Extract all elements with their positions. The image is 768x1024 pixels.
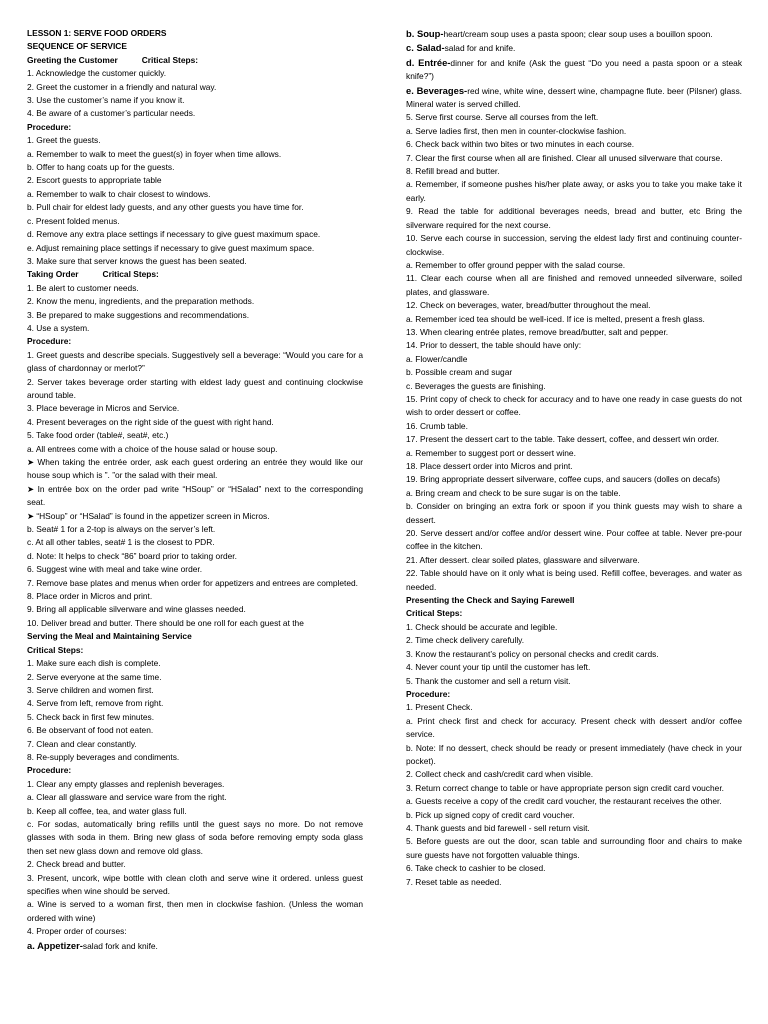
list-item: a. Remember to offer ground pepper with the salad course.	[406, 259, 626, 270]
course-text: dinner for and knife (Ask the guest “Do you need a pasta spoon or a steak knife?”)	[406, 57, 743, 82]
course-text: heart/cream soup uses a pasta spoon; clear soup uses a bouillon spoon.	[443, 29, 713, 39]
list-item: 10. Serve each course in succession, serving the eldest lady first and continuing counter-clockwise.	[406, 233, 742, 257]
list-item: 14. Prior to dessert, the table should have only:	[406, 340, 582, 351]
list-item: 18. Place dessert order into Micros and print.	[406, 461, 573, 471]
course-letter: c.	[406, 42, 417, 54]
list-item: b. Pull chair for eldest lady guests, and any other guests you have time for.	[27, 202, 304, 213]
list-item: d. Remove any extra place settings if necessary to give guest maximum space.	[27, 229, 321, 240]
list-item: b. Seat# 1 for a 2-top is always on the server’s left.	[27, 524, 216, 535]
list-item: 17. Present the dessert cart to the table. Take dessert, coffee, and dessert win order.	[406, 434, 720, 445]
list-item: b. Note: If no dessert, check should be ready or present immediately (have check in your pocket).	[406, 742, 742, 766]
list-item: 4. Proper order of courses:	[27, 926, 127, 937]
list-item: 2. Collect check and cash/credit card when visible.	[406, 769, 594, 780]
list-item: 12. Check on beverages, water, bread/butter throughout the meal.	[406, 300, 651, 311]
course-item	[27, 939, 363, 953]
list-item: 1. Make sure each dish is complete.	[27, 658, 161, 669]
list-item: 7. Reset table as needed.	[406, 876, 502, 887]
course-item	[406, 56, 742, 84]
list-item: 7. Clean and clear constantly.	[27, 738, 137, 749]
list-item: b. Pick up signed copy of credit card voucher.	[406, 809, 575, 820]
section-heading: Procedure:	[27, 765, 72, 776]
section-heading: Critical Steps:	[27, 644, 84, 655]
list-item: 20. Serve dessert and/or coffee and/or dessert wine. Pour coffee at table. Never pre-pour coffee in the kitchen.	[406, 528, 742, 552]
list-item: ➤ In entrée box on the order pad write “HSoup” or “HSalad” next to the corresponding seat.	[27, 483, 363, 508]
course-letter: d.	[406, 56, 419, 68]
right-column	[406, 27, 742, 889]
list-item: b. Consider on bringing an extra fork or spoon if you think guests may wish to share a dessert.	[406, 501, 742, 525]
list-item: a. Clear all glassware and service ware from the right.	[27, 792, 227, 803]
list-item: a. Serve ladies first, then men in counter-clockwise fashion.	[406, 125, 627, 136]
list-item: 1. Clear any empty glasses and replenish beverages.	[27, 778, 225, 789]
section-heading: Critical Steps:	[406, 608, 463, 619]
list-item: 2. Serve everyone at the same time.	[27, 671, 162, 682]
list-item: 6. Be observant of food not eaten.	[27, 725, 154, 736]
section-heading	[27, 54, 363, 67]
list-item: a. Flower/candle	[406, 353, 468, 364]
list-item: 8. Re-supply beverages and condiments.	[27, 751, 180, 762]
list-item: c. Present folded menus.	[27, 215, 120, 226]
list-item: a. Remember to walk to meet the guest(s) in foyer when time allows.	[27, 148, 282, 159]
list-item: a. Guests receive a copy of the credit card voucher, the restaurant receives the other.	[406, 796, 722, 807]
section-heading: Procedure:	[27, 336, 72, 347]
list-item: a. All entrees come with a choice of the house salad or house soup.	[27, 443, 278, 454]
list-item: 6. Take check to cashier to be closed.	[406, 863, 546, 874]
list-item: ➤ When taking the entrée order, ask each guest ordering an entrée they would like our house soup which is ”. ”or the salad with their meal.	[27, 457, 363, 481]
list-item: 3. Be prepared to make suggestions and recommendations.	[27, 309, 250, 320]
list-item: 3. Present, uncork, wipe bottle with clean cloth and serve wine it ordered. unless guest specifies when wine should be served.	[27, 872, 363, 896]
list-item: 19. Bring appropriate dessert silverware, coffee cups, and saucers (dolles on decafs)	[406, 474, 721, 485]
course-name: Appetizer-	[37, 939, 83, 951]
list-item: a. Wine is served to a woman first, then men in clockwise fashion. (Unless the woman ordered with wine)	[27, 899, 363, 923]
list-item: 4. Serve from left, remove from right.	[27, 698, 164, 709]
course-name: Soup-	[416, 28, 444, 39]
list-item: 15. Print copy of check to check for accuracy and to have one ready in case guests do not wish to order dessert or coffee.	[406, 393, 742, 418]
list-item: 1. Acknowledge the customer quickly.	[27, 68, 167, 79]
list-item: 22. Table should have on it only what is being used. Refill coffee, beverages. and water as needed.	[406, 568, 742, 592]
list-item: 8. Refill bread and butter.	[406, 166, 500, 177]
list-item: 2. Greet the customer in a friendly and natural way.	[27, 81, 217, 92]
course-name: Salad-	[416, 42, 445, 54]
list-item: ➤ “HSoup” or “HSalad” is found in the appetizer screen in Micros.	[27, 510, 270, 521]
list-item: 5. Thank the customer and sell a return visit.	[406, 675, 571, 686]
list-item: 1. Check should be accurate and legible.	[406, 621, 558, 632]
list-item: a. Print check first and check for accuracy. Present check with dessert and/or coffee service.	[406, 715, 742, 740]
list-item: 9. Bring all applicable silverware and wine glasses needed.	[27, 604, 246, 615]
list-item: 21. After dessert. clear soiled plates, glassware and silverware.	[406, 554, 640, 565]
list-item: 4. Use a system.	[27, 322, 90, 333]
course-letter: b.	[406, 28, 417, 39]
course-letter: e.	[406, 84, 417, 96]
list-item: d. Note: It helps to check “86” board prior to taking order.	[27, 550, 237, 561]
list-item: 4. Present beverages on the right side of the guest with right hand.	[27, 416, 274, 427]
list-item: 2. Server takes beverage order starting with eldest lady guest and continuing clockwise around table.	[27, 376, 363, 400]
list-item: b. Keep all coffee, tea, and water glass full.	[27, 805, 187, 816]
course-item	[406, 84, 742, 112]
course-name: Beverages-	[416, 84, 468, 96]
list-item: 5. Check back in first few minutes.	[27, 711, 155, 722]
section-heading: Procedure:	[406, 688, 451, 699]
list-item: a. Bring cream and check to be sure sugar is on the table.	[406, 487, 621, 498]
list-item: 3. Place beverage in Micros and Service.	[27, 403, 180, 414]
course-letter: a.	[27, 939, 38, 951]
list-item: 6. Suggest wine with meal and take wine order.	[27, 564, 203, 575]
section-heading: SEQUENCE OF SERVICE	[27, 41, 127, 52]
section-heading: LESSON 1: SERVE FOOD ORDERS	[27, 28, 167, 38]
list-item: 11. Clear each course when all are finished and removed unneeded silverware, soiled plates, and glassware.	[406, 273, 742, 297]
list-item: 1. Greet guests and describe specials. Suggestively sell a beverage: “Would you care for a glass of chardonnay or merlot?”	[27, 349, 363, 374]
course-text: salad fork and knife.	[82, 940, 158, 951]
list-item: c. For sodas, automatically bring refills until the guest says no more. Do not remove glasses with soda in them. Bring new glass of soda before removing empty soda glass then set new glass down and remove old glass.	[27, 818, 363, 856]
list-item: 3. Serve children and women first.	[27, 684, 154, 695]
list-item: 3. Use the customer’s name if you know it.	[27, 95, 185, 106]
list-item: a. Remember to suggest port or dessert wine.	[406, 447, 576, 458]
list-item: 2. Escort guests to appropriate table	[27, 175, 162, 186]
course-item	[406, 41, 742, 55]
list-item: 4. Be aware of a customer’s particular needs.	[27, 108, 196, 119]
list-item: 5. Take food order (table#, seat#, etc.)	[27, 430, 169, 441]
list-item: c. Beverages the guests are finishing.	[406, 380, 546, 391]
list-item: 10. Deliver bread and butter. There should be one roll for each guest at the	[27, 617, 304, 628]
list-item: 13. When clearing entrée plates, remove bread/butter, salt and pepper.	[406, 326, 669, 337]
section-heading: Presenting the Check and Saying Farewell	[406, 595, 575, 606]
list-item: 2. Time check delivery carefully.	[406, 635, 525, 646]
list-item: 5. Serve first course. Serve all courses from the left.	[406, 112, 599, 123]
course-item	[406, 27, 742, 41]
list-item: 1. Greet the guests.	[27, 135, 101, 146]
list-item: 3. Know the restaurant’s policy on personal checks and credit cards.	[406, 648, 659, 659]
list-item: 4. Thank guests and bid farewell - sell return visit.	[406, 822, 590, 833]
section-heading: Serving the Meal and Maintaining Service	[27, 631, 192, 642]
list-item: 16. Crumb table.	[406, 420, 468, 431]
list-item: a. Remember, if someone pushes his/her plate away, or asks you to take you make take it early.	[406, 179, 742, 203]
course-name: Entrée-	[418, 56, 451, 68]
list-item: e. Adjust remaining place settings if necessary to give guest maximum space.	[27, 242, 315, 253]
list-item: 1. Present Check.	[406, 702, 473, 713]
critical-steps-label: Critical Steps:	[102, 269, 159, 280]
list-item: b. Offer to hang coats up for the guests.	[27, 162, 175, 173]
section-title: Greeting the Customer	[27, 54, 118, 65]
section-heading: Procedure:	[27, 121, 72, 132]
list-item: 1. Be alert to customer needs.	[27, 282, 139, 293]
list-item: 2. Know the menu, ingredients, and the preparation methods.	[27, 296, 255, 307]
list-item: 5. Before guests are out the door, scan table and surrounding floor and chairs to make sure guests have not forgotten valuable things.	[406, 836, 742, 860]
section-title: Taking Order	[27, 269, 79, 280]
left-column	[27, 27, 363, 953]
list-item: 6. Check back within two bites or two minutes in each course.	[406, 139, 635, 150]
list-item: 3. Make sure that server knows the guest has been seated.	[27, 255, 247, 266]
list-item: 3. Return correct change to table or have appropriate person sign credit card voucher.	[406, 782, 724, 793]
list-item: c. At all other tables, seat# 1 is the closest to PDR.	[27, 537, 215, 548]
course-text: red wine, white wine, dessert wine, champagne flute. beer (Pilsner) glass. Mineral water is served chilled.	[406, 85, 742, 110]
section-heading	[27, 268, 363, 281]
list-item: 4. Never count your tip until the customer has left.	[406, 662, 591, 673]
list-item: a. Remember iced tea should be well-iced. If ice is melted, present a fresh glass.	[406, 313, 705, 324]
list-item: b. Possible cream and sugar	[406, 367, 513, 378]
list-item: 2. Check bread and butter.	[27, 859, 126, 870]
list-item: 8. Place order in Micros and print.	[27, 591, 153, 602]
course-text: salad for and knife.	[444, 43, 516, 54]
list-item: a. Remember to walk to chair closest to windows.	[27, 188, 211, 199]
list-item: 7. Clear the first course when all are finished. Clear all unused silverware that course.	[406, 152, 723, 163]
list-item: 9. Read the table for additional beverages needs, bread and butter, etc Bring the silverware required for the next course.	[406, 206, 742, 230]
critical-steps-label: Critical Steps:	[141, 54, 199, 65]
list-item: 7. Remove base plates and menus when order for appetizers and entrees are completed.	[27, 577, 359, 588]
